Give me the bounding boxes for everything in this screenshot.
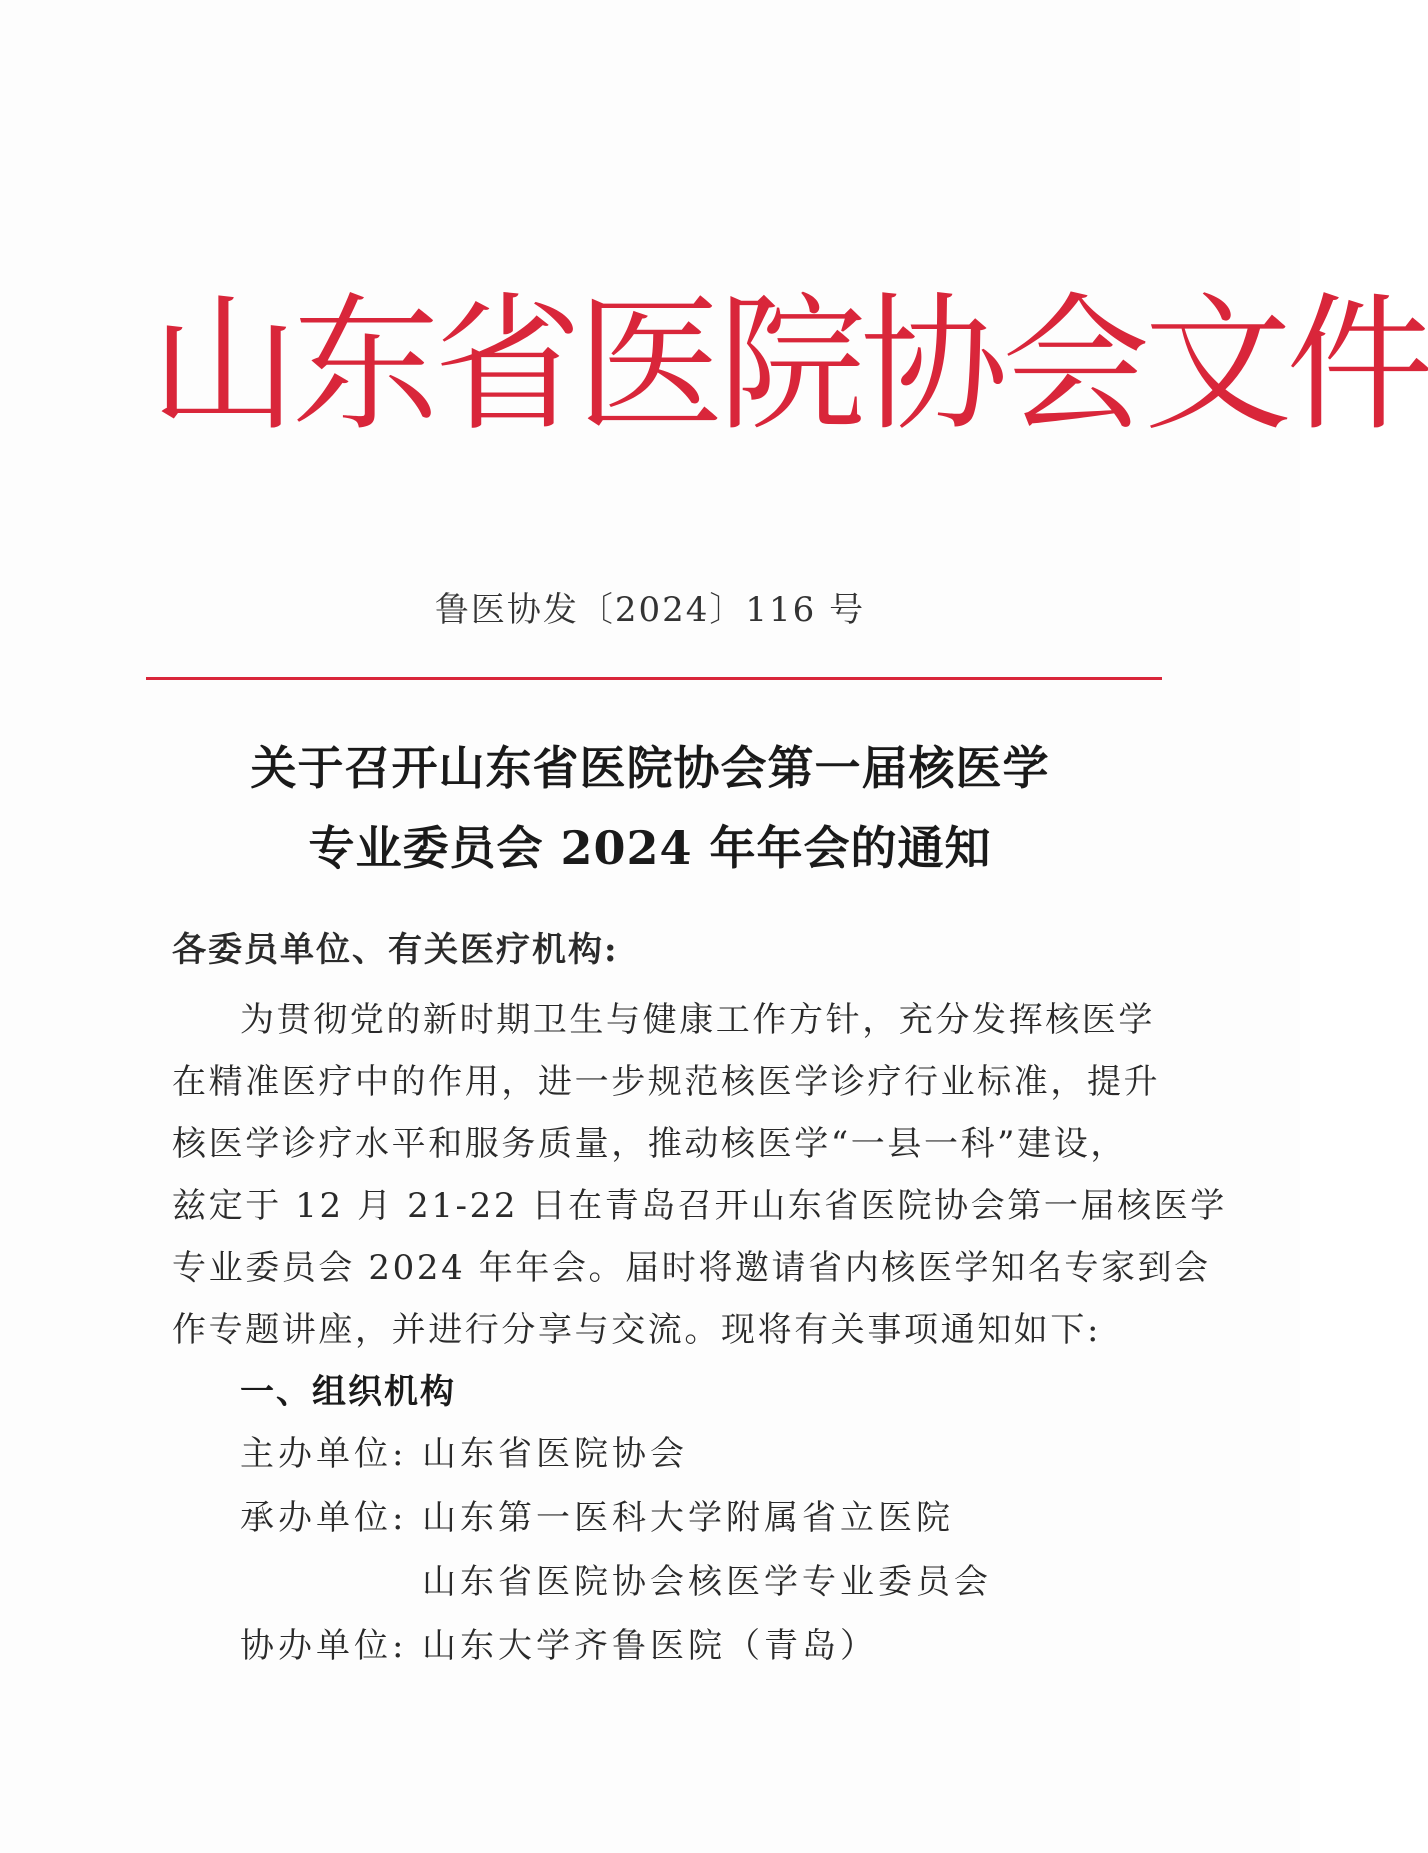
organizer-unit-label: 承办单位: bbox=[240, 1498, 408, 1538]
notice-title-line-2: 专业委员会 2024 年年会的通知 bbox=[308, 821, 992, 875]
notice-title-line-1: 关于召开山东省医院协会第一届核医学 bbox=[250, 741, 1050, 795]
masthead-title: 山东省医院协会文件 bbox=[150, 279, 1428, 451]
body-line-6: 作专题讲座，并进行分享与交流。现将有关事项通知如下: bbox=[172, 1310, 1102, 1350]
host-unit-label: 主办单位: bbox=[240, 1434, 408, 1474]
red-divider-line bbox=[146, 677, 1162, 680]
co-organizer-unit-label: 协办单位: bbox=[240, 1626, 408, 1666]
body-line-4: 兹定于 12 月 21-22 日在青岛召开山东省医院协会第一届核医学 bbox=[172, 1186, 1227, 1226]
host-unit-value: 山东省医院协会 bbox=[422, 1434, 688, 1474]
salutation: 各委员单位、有关医疗机构: bbox=[172, 930, 619, 970]
organizer-unit-value-1: 山东第一医科大学附属省立医院 bbox=[422, 1498, 954, 1538]
body-line-5: 专业委员会 2024 年年会。届时将邀请省内核医学知名专家到会 bbox=[172, 1248, 1211, 1288]
co-organizer-unit-value: 山东大学齐鲁医院（青岛） bbox=[422, 1626, 878, 1666]
body-line-3: 核医学诊疗水平和服务质量，推动核医学“一县一科”建设， bbox=[172, 1124, 1127, 1164]
section-heading-organization: 一、组织机构 bbox=[240, 1372, 456, 1412]
organizer-unit-value-2: 山东省医院协会核医学专业委员会 bbox=[422, 1562, 992, 1602]
body-line-2: 在精准医疗中的作用，进一步规范核医学诊疗行业标准，提升 bbox=[172, 1062, 1161, 1102]
document-number: 鲁医协发〔2024〕116 号 bbox=[434, 590, 866, 630]
body-line-1: 为贯彻党的新时期卫生与健康工作方针，充分发挥核医学 bbox=[240, 1000, 1155, 1040]
